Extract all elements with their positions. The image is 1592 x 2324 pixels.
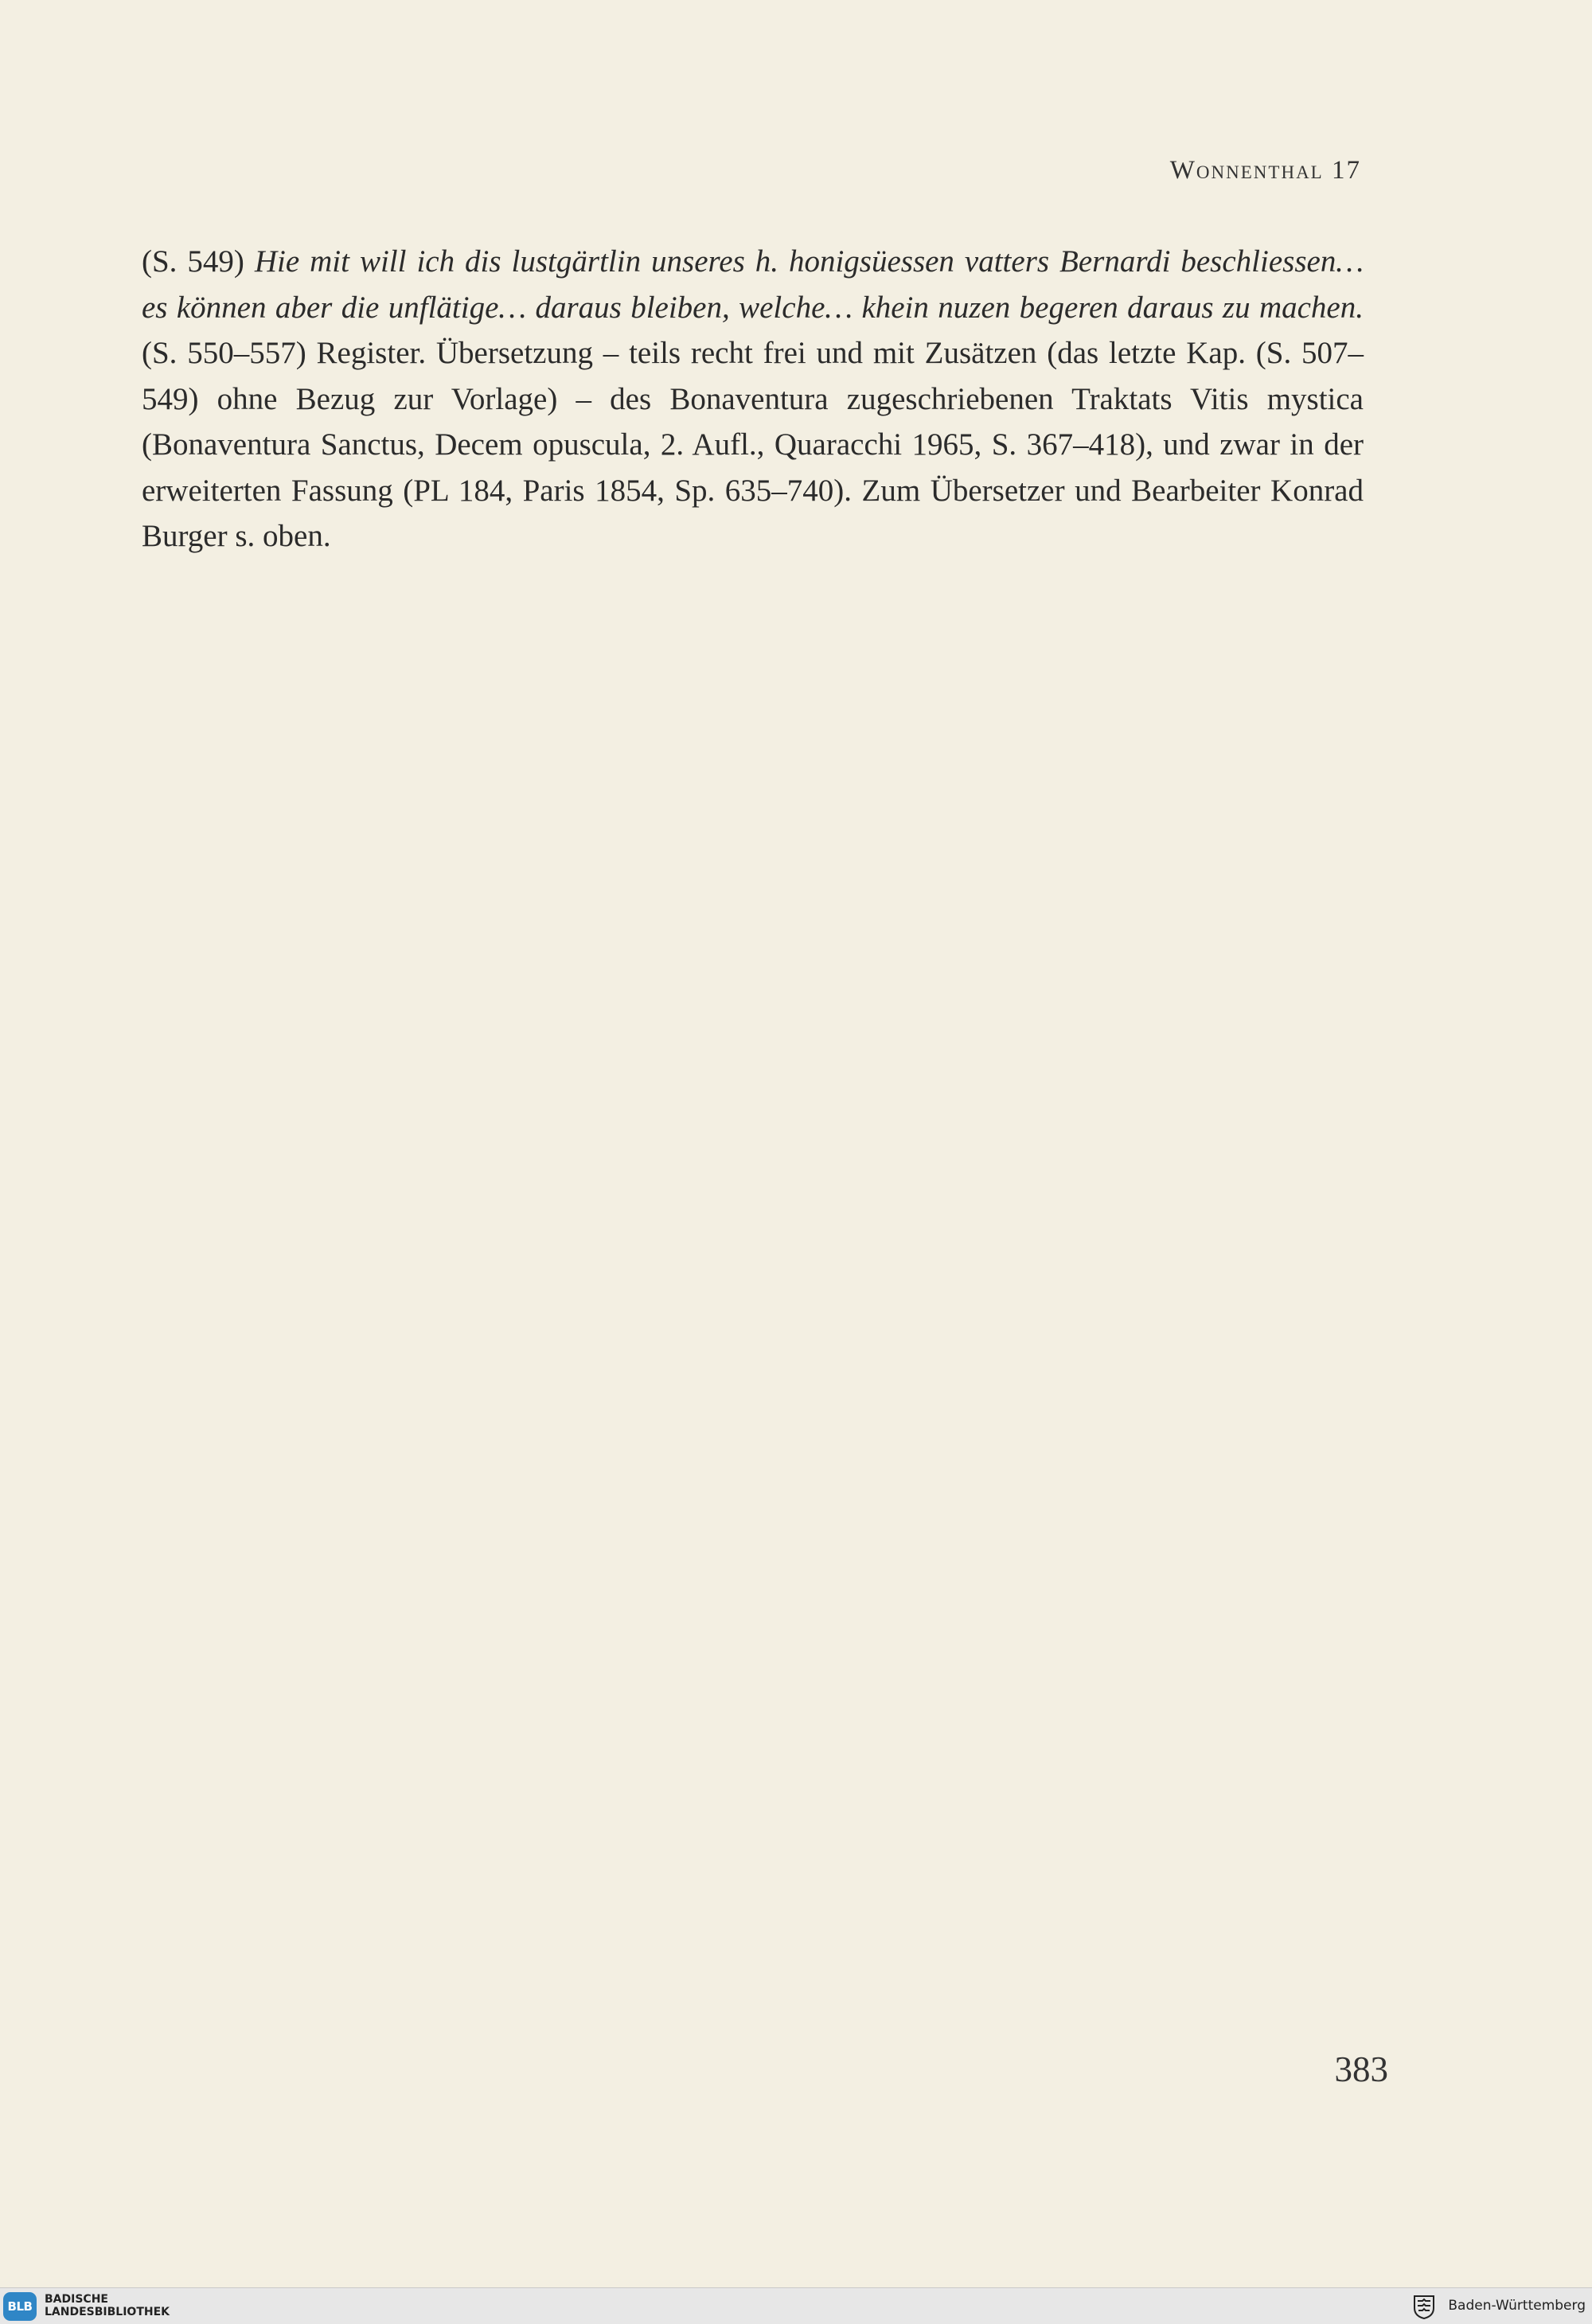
library-name[interactable] <box>45 2293 170 2318</box>
state-name[interactable]: Baden-Württemberg <box>1448 2298 1586 2314</box>
library-name-line2: LANDESBIBLIOTHEK <box>45 2306 170 2318</box>
library-name-line1: BADISCHE <box>45 2293 108 2306</box>
state-coat-of-arms-icon <box>1412 2294 1436 2319</box>
body-segment-quote: Hie mit will ich dis lustgärtlin unseres h. honigsüessen vatters Bernardi beschliessen… es können aber die unflätige… daraus bleiben, welche… khein nuzen begeren daraus zu machen. <box>142 244 1364 325</box>
page-number: 383 <box>1334 2049 1388 2089</box>
viewer-footer-bar <box>0 2287 1592 2324</box>
blb-logo[interactable] <box>3 2292 37 2321</box>
body-segment-citation-start: (S. 549) <box>142 244 255 279</box>
body-paragraph <box>142 239 1364 560</box>
blb-logo-text: BLB <box>7 2299 33 2314</box>
running-head: Wonnenthal 17 <box>1169 156 1361 185</box>
body-segment-description: (S. 550–557) Register. Übersetzung – teils recht frei und mit Zusätzen (das letzte Kap. (S. 507–549) ohne Bezug zur Vorlage) – des Bonaventura zugeschriebenen Traktats Vitis mystica (Bonaventura Sanctus, Decem opuscula, 2. Aufl., Quaracchi 1965, S. 367–418), und zwar in der erweiterten Fassung (PL 184, Paris 1854, Sp. 635–740). Zum Übersetzer und Bearbeiter Konrad Burger s. oben. <box>142 336 1364 553</box>
